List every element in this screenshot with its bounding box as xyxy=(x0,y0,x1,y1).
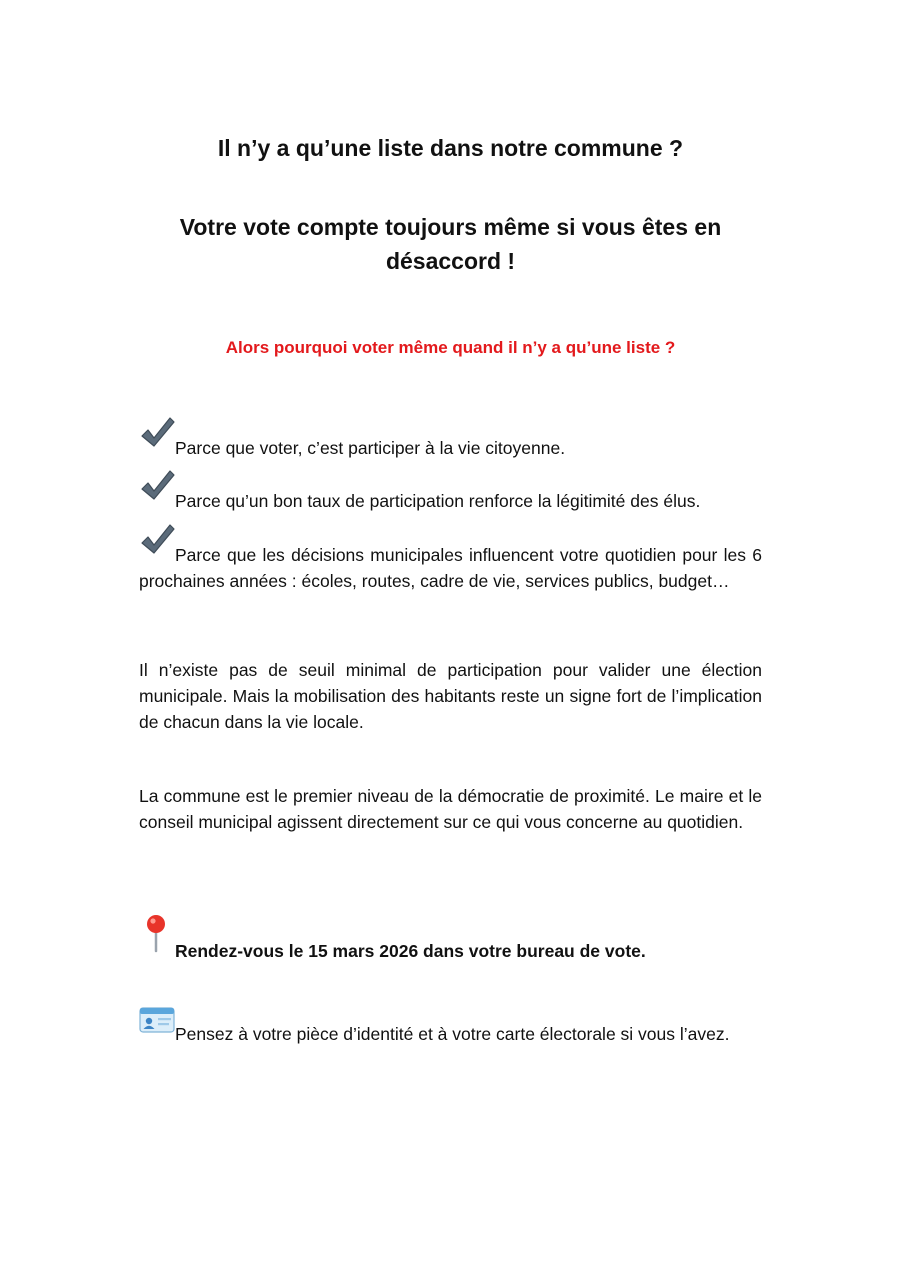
paragraph-commune: La commune est le premier niveau de la démocratie de proximité. Le maire et le conseil municipal agissent directement sur ce qui vous concerne au quotidien. xyxy=(139,786,762,832)
identity-text: Pensez à votre pièce d’identité et à votre carte électorale si vous l’avez. xyxy=(175,1024,730,1044)
reason-item xyxy=(139,424,762,461)
check-mark-icon xyxy=(139,477,175,513)
identity-line xyxy=(139,1016,762,1047)
rendezvous-line xyxy=(139,927,762,964)
page-subtitle: Votre vote compte toujours même si vous êtes en désaccord ! xyxy=(179,214,722,274)
page-title: Il n’y a qu’une liste dans notre commune ? xyxy=(217,135,684,161)
paragraph-seuil: Il n’existe pas de seuil minimal de participation pour valider une élection municipale. Mais la mobilisation des habitants reste un signe fort de l’implication de chacun dans la vie locale. xyxy=(139,660,762,732)
pushpin-icon xyxy=(139,927,175,961)
check-mark-icon xyxy=(139,424,175,460)
check-mark-icon xyxy=(139,531,175,567)
id-card-icon xyxy=(139,1016,175,1042)
reason-text: Parce qu’un bon taux de participation renforce la légitimité des élus. xyxy=(175,491,701,511)
question-heading: Alors pourquoi voter même quand il n’y a qu’une liste ? xyxy=(225,338,676,357)
reason-text: Parce que les décisions municipales influencent votre quotidien pour les 6 prochaines années : écoles, routes, cadre de vie, services publics, budget… xyxy=(139,545,762,591)
reason-item xyxy=(139,477,762,514)
rendezvous-text: Rendez-vous le 15 mars 2026 dans votre bureau de vote. xyxy=(175,941,646,961)
reason-item xyxy=(139,531,762,594)
reason-text: Parce que voter, c’est participer à la vie citoyenne. xyxy=(175,438,566,458)
